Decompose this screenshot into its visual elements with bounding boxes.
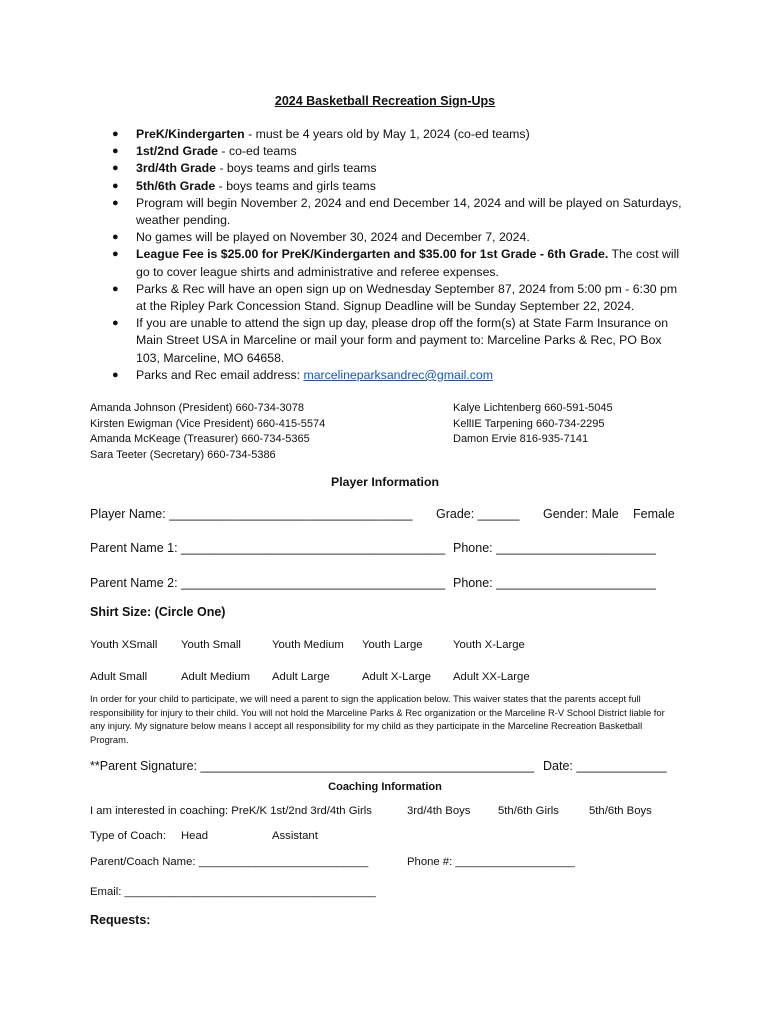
contact-member: KellIE Tarpening 660-734-2295 (453, 417, 605, 430)
shirt-size-heading: Shirt Size: (Circle One) (90, 605, 226, 619)
bullet-dot-icon: ● (112, 162, 119, 175)
shirt-option-youth-xlarge[interactable]: Youth X-Large (453, 639, 525, 651)
gender-male-option[interactable]: Gender: Male (543, 507, 619, 521)
gender-female-option[interactable]: Female (633, 507, 675, 521)
parent-signature-field[interactable]: **Parent Signature: ________________________________________________ (90, 759, 535, 773)
coach-type-assistant-option[interactable]: Assistant (272, 830, 318, 842)
coach-type-label: Type of Coach: (90, 830, 166, 842)
bullet-dot-icon: ● (112, 196, 119, 209)
bullet-dot-icon: ● (112, 282, 119, 295)
board-contacts-right (453, 401, 613, 448)
contact-treasurer: Amanda McKeage (Treasurer) 660-734-5365 (90, 433, 310, 446)
bullet-no-games: ● No games will be played on November 30, 2024 and December 7, 2024. (112, 229, 687, 246)
parent-name-2-field[interactable]: Parent Name 2: ______________________________________ (90, 576, 446, 590)
coach-email-field[interactable]: Email: ________________________________________ (90, 886, 376, 898)
bullet-dot-icon: ● (112, 145, 119, 158)
email-link[interactable]: marcelineparksandrec@gmail.com (303, 367, 493, 382)
contact-member: Kalye Lichtenberg 660-591-5045 (453, 402, 613, 414)
bullet-program-dates: ● Program will begin November 2, 2024 and end December 14, 2024 and will be played on Saturdays, weather pending. (112, 195, 682, 228)
coach-phone-field[interactable]: Phone #: ___________________ (407, 856, 575, 868)
shirt-option-youth-large[interactable]: Youth Large (362, 639, 423, 651)
coach-name-field[interactable]: Parent/Coach Name: ___________________________ (90, 856, 369, 868)
coaching-option-5th-6th-boys[interactable]: 5th/6th Boys (589, 805, 652, 817)
coaching-info-heading: Coaching Information (328, 781, 442, 793)
shirt-option-adult-medium[interactable]: Adult Medium (181, 671, 251, 683)
bullet-open-signup: ● Parks & Rec will have an open sign up on Wednesday September 87, 2024 from 5:00 pm - 6:30 pm at the Ripley Park Concession Stand. Signup Deadline will be Sunday September 22, 2024. (112, 281, 678, 314)
shirt-option-youth-xsmall[interactable]: Youth XSmall (90, 639, 158, 651)
parent-name-1-field[interactable]: Parent Name 1: ______________________________________ (90, 541, 446, 555)
bullet-1st-2nd: ● 1st/2nd Grade - co-ed teams (112, 143, 687, 160)
info-bullet-list (112, 126, 687, 384)
contact-member: Damon Ervie 816-935-7141 (453, 433, 589, 446)
signature-date-field[interactable]: Date: _____________ (543, 759, 667, 773)
contact-vice-president: Kirsten Ewigman (Vice President) 660-415-5574 (90, 417, 326, 430)
parent-phone-1-field[interactable]: Phone: _______________________ (453, 541, 656, 555)
coaching-option-5th-6th-girls[interactable]: 5th/6th Girls (498, 805, 559, 817)
bullet-dot-icon: ● (112, 368, 119, 381)
player-info-heading: Player Information (331, 475, 439, 489)
page-title: 2024 Basketball Recreation Sign-Ups (274, 94, 496, 108)
bullet-dot-icon: ● (112, 128, 119, 140)
shirt-option-youth-medium[interactable]: Youth Medium (272, 639, 344, 651)
bullet-email: ● Parks and Rec email address: marcelineparksandrec@gmail.com (112, 367, 687, 384)
bullet-league-fee: ● League Fee is $25.00 for PreK/Kindergarten and $35.00 for 1st Grade - 6th Grade. The cost will go to cover league shirts and administrative and referee expenses. (112, 247, 680, 279)
contact-president: Amanda Johnson (President) 660-734-3078 (90, 402, 305, 414)
shirt-option-youth-small[interactable]: Youth Small (181, 639, 241, 651)
bullet-dot-icon: ● (112, 317, 119, 330)
bullet-dot-icon: ● (112, 248, 119, 261)
waiver-text: In order for your child to participate, we will need a parent to sign the application below. This waiver states that the parents accept full responsibility for injury to their child. You will not hold the Marceline Parks & Rec organization or the Marceline R-V School District liable for any injury. My signature below means I accept all responsibility for my child as they participate in the Marceline Recreation Basketball Program. (90, 693, 665, 745)
bullet-drop-off: ● If you are unable to attend the sign up day, please drop off the form(s) at State Farm Insurance on Main Street USA in Marceline or mail your form and payment to: Marceline Parks & Rec, PO Box 103, Marceline, MO 64658. (112, 316, 669, 365)
shirt-option-adult-large[interactable]: Adult Large (272, 671, 330, 683)
coaching-option-3rd-4th-boys[interactable]: 3rd/4th Boys (407, 805, 471, 817)
bullet-dot-icon: ● (112, 179, 119, 192)
shirt-option-adult-small[interactable]: Adult Small (90, 671, 148, 683)
contact-secretary: Sara Teeter (Secretary) 660-734-5386 (90, 448, 276, 461)
requests-label: Requests: (90, 913, 151, 927)
grade-field[interactable]: Grade: ______ (436, 507, 520, 521)
board-contacts-left (90, 401, 325, 463)
bullet-3rd-4th: ● 3rd/4th Grade - boys teams and girls teams (112, 160, 687, 177)
coaching-interest-text[interactable]: I am interested in coaching: PreK/K 1st/2nd 3rd/4th Girls (90, 805, 372, 817)
coach-type-head-option[interactable]: Head (181, 830, 209, 842)
bullet-prek: ● PreK/Kindergarten - must be 4 years old by May 1, 2024 (co-ed teams) (112, 126, 687, 143)
shirt-option-adult-xlarge[interactable]: Adult X-Large (362, 671, 432, 683)
shirt-option-adult-xxlarge[interactable]: Adult XX-Large (453, 671, 530, 683)
bullet-dot-icon: ● (112, 231, 119, 244)
player-name-field[interactable]: Player Name: ___________________________________ (90, 507, 413, 521)
bullet-5th-6th: ● 5th/6th Grade - boys teams and girls teams (112, 178, 687, 195)
parent-phone-2-field[interactable]: Phone: _______________________ (453, 576, 656, 590)
